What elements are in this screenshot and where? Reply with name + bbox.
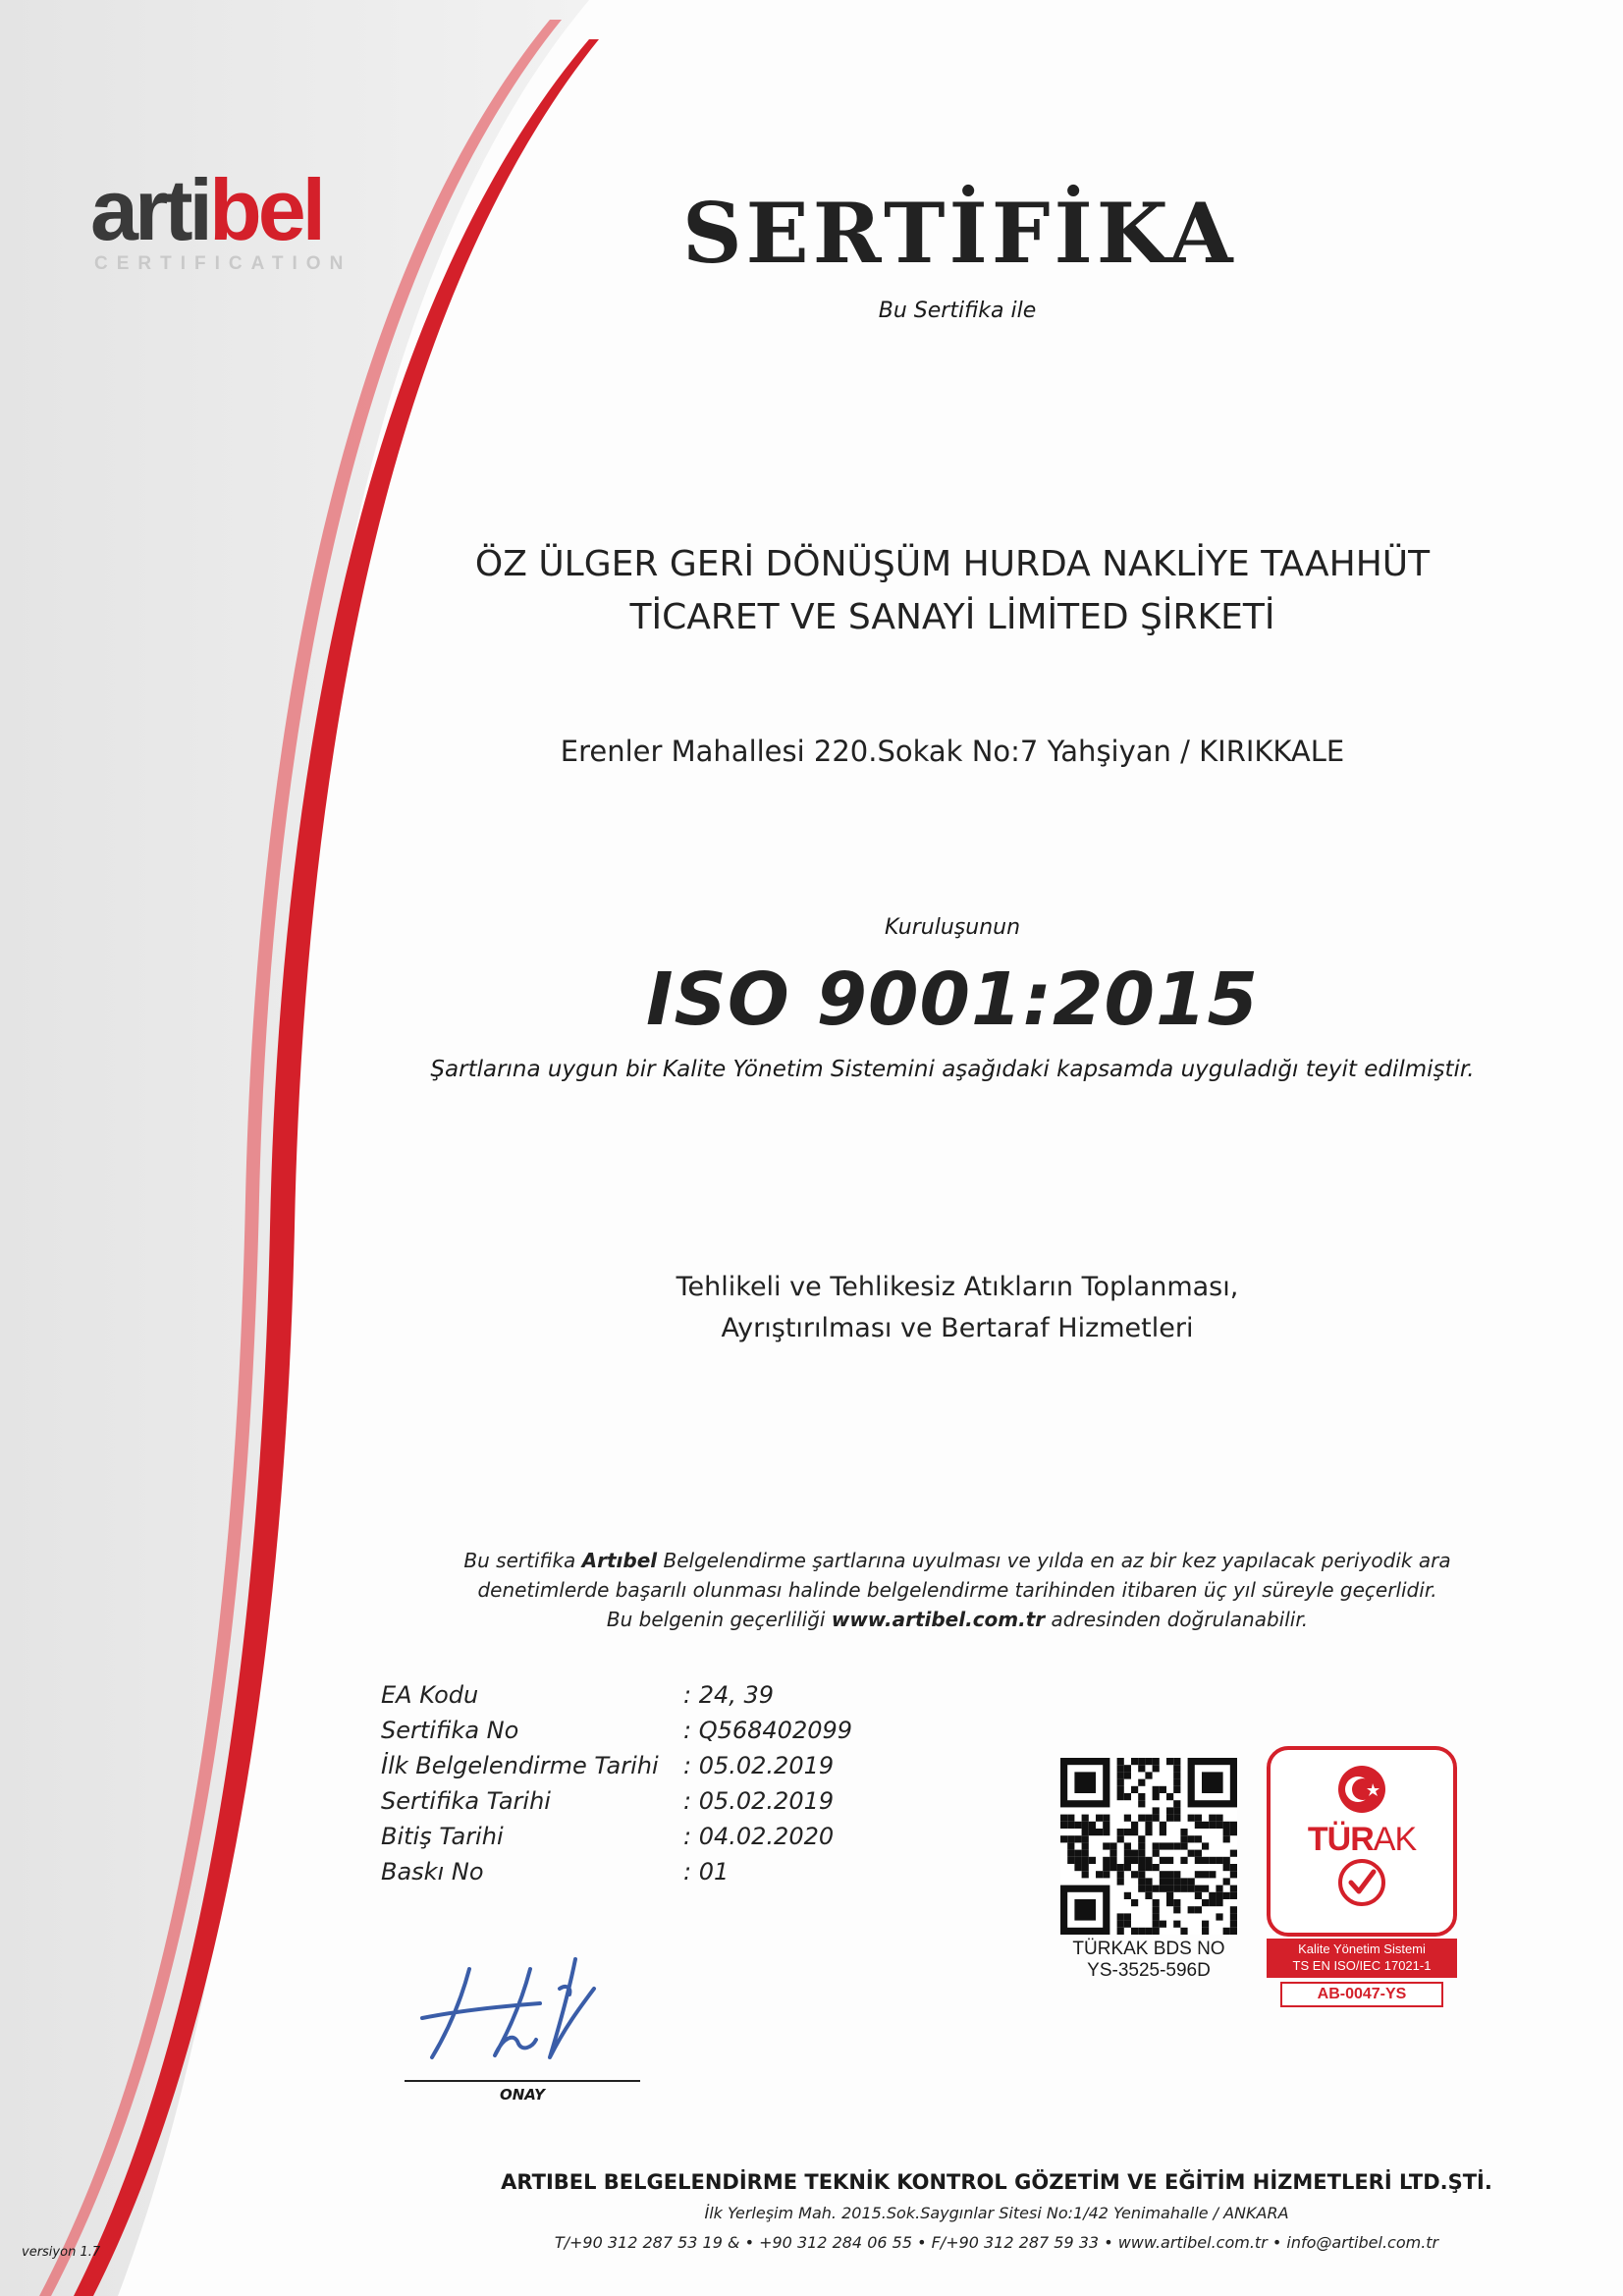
qr-code (1060, 1758, 1237, 1935)
company-line-2: TİCARET VE SANAYİ LİMİTED ŞİRKETİ (629, 597, 1275, 637)
turkak-accreditation-code: AB-0047-YS (1280, 1982, 1443, 2007)
info-value-certificate-no: : Q568402099 (683, 1717, 853, 1744)
info-label-certificate-no: Sertifika No (381, 1717, 519, 1744)
info-value-cert-date: : 05.02.2019 (683, 1787, 835, 1815)
certificate-title: SERTİFİKA (682, 185, 1237, 282)
company-line-1: ÖZ ÜLGER GERİ DÖNÜŞÜM HURDA NAKLİYE TAAHHÜT (474, 544, 1431, 584)
info-label-expiry-date: Bitiş Tarihi (381, 1823, 504, 1850)
turkak-name (1271, 1821, 1453, 1859)
company-name (324, 538, 1581, 644)
logo-art-text: arti (90, 161, 209, 258)
turkak-badge-frame (1267, 1746, 1457, 1937)
company-address: Erenler Mahallesi 220.Sokak No:7 Yahşiyan / KIRIKKALE (560, 735, 1345, 768)
validity-line-1-pre: Bu sertifika (463, 1549, 582, 1572)
validity-brand: Artıbel (581, 1549, 658, 1572)
version-label: versiyon 1.7 (22, 2245, 101, 2260)
turkak-standard-box (1267, 1939, 1457, 1978)
signature-label: ONAY (499, 2086, 546, 2104)
validity-line-1 (324, 1546, 1591, 1575)
footer-address: İlk Yerleşim Mah. 2015.Sok.Saygınlar Sitesi No:1/42 Yenimahalle / ANKARA (704, 2204, 1289, 2222)
info-value-ea-code: : 24, 39 (683, 1681, 775, 1709)
qr-code-block (1060, 1758, 1237, 1982)
footer-company-name: ARTIBEL BELGELENDİRME TEKNİK KONTROL GÖZETİM VE EĞİTİM HİZMETLERİ LTD.ŞTİ. (501, 2170, 1492, 2194)
info-label-ea-code: EA Kodu (381, 1681, 479, 1709)
signature-line (405, 2080, 640, 2082)
signature-image (393, 1949, 648, 2077)
iso-standard: ISO 9001:2015 (645, 957, 1259, 1042)
info-label-print-no: Baskı No (381, 1858, 484, 1886)
info-value-first-cert-date: : 05.02.2019 (683, 1752, 835, 1779)
turkak-standard-line-2: TS EN ISO/IEC 17021-1 (1292, 1958, 1432, 1973)
intro-text: Bu Sertifika ile (878, 299, 1037, 323)
turkak-name-ak: AK (1373, 1821, 1417, 1858)
conformity-statement: Şartlarına uygun bir Kalite Yönetim Sistemini aşağıdaki kapsamda uyguladığı teyit edilmiştir. (430, 1057, 1475, 1082)
logo-bel-text: bel (208, 161, 323, 258)
logo-subtitle: CERTIFICATION (94, 253, 352, 274)
turkak-standard-line-1: Kalite Yönetim Sistemi (1298, 1941, 1426, 1956)
organization-label: Kuruluşunun (884, 915, 1021, 940)
validity-url: www.artibel.com.tr (831, 1608, 1046, 1631)
info-value-expiry-date: : 04.02.2020 (683, 1823, 835, 1850)
turkak-name-tur: TÜR (1307, 1821, 1374, 1858)
qr-caption-2: YS-3525-596D (1087, 1960, 1211, 1981)
scope-line-2: Ayrıştırılması ve Bertaraf Hizmetleri (721, 1313, 1194, 1343)
validity-line-3-pre: Bu belgenin geçerliliği (606, 1608, 832, 1631)
artibel-logo (90, 161, 323, 258)
certification-scope (324, 1267, 1591, 1349)
info-label-cert-date: Sertifika Tarihi (381, 1787, 551, 1815)
validity-line-3 (324, 1605, 1591, 1634)
footer-contacts: T/+90 312 287 53 19 & • +90 312 284 06 55 • F/+90 312 287 59 33 • www.artibel.com.tr • info@artibel.com.tr (554, 2233, 1439, 2252)
validity-line-2: denetimlerde başarılı olunması halinde belgelendirme tarihinden itibaren üç yıl süreyle geçerlidir. (477, 1578, 1437, 1602)
qr-caption-1: TÜRKAK BDS NO (1072, 1939, 1225, 1959)
info-label-first-cert-date: İlk Belgelendirme Tarihi (381, 1752, 659, 1779)
scope-line-1: Tehlikeli ve Tehlikesiz Atıkların Toplanması, (676, 1272, 1239, 1302)
validity-line-3-post: adresinden doğrulanabilir. (1045, 1608, 1309, 1631)
turkak-accreditation-badge (1267, 1746, 1457, 2002)
info-value-print-no: : 01 (683, 1858, 730, 1886)
validity-note (324, 1546, 1591, 1634)
validity-line-1-post: Belgelendirme şartlarına uyulması ve yılda en az bir kez yapılacak periyodik ara (657, 1549, 1451, 1572)
